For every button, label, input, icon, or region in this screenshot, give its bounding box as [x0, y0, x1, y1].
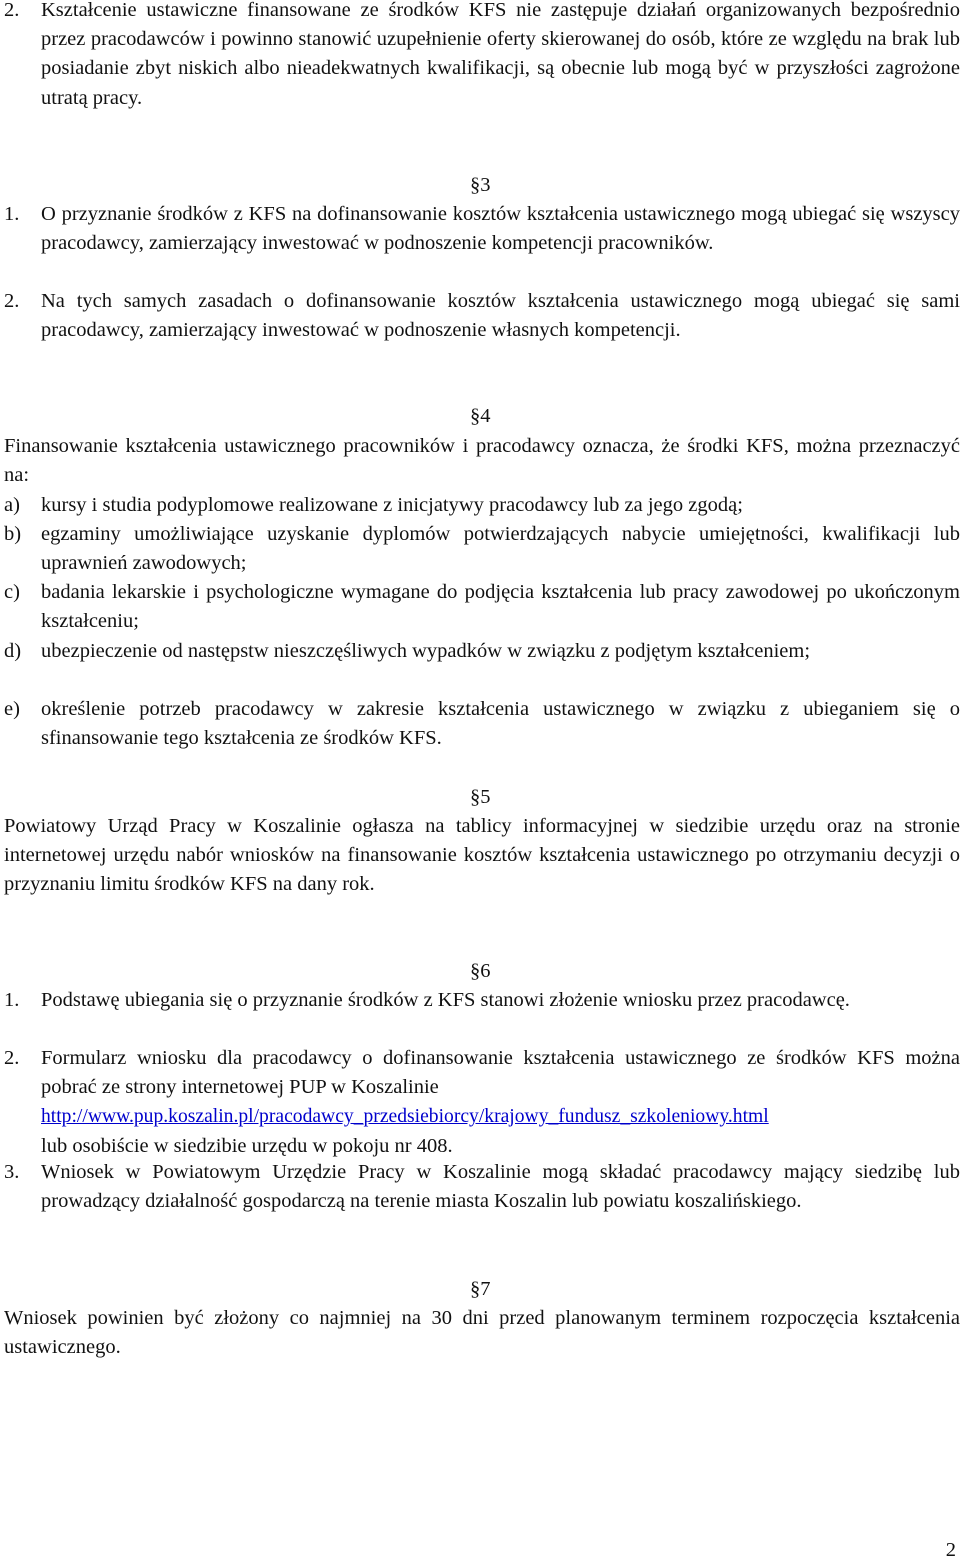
section-5-heading: §5	[470, 786, 491, 808]
section-4-item-d	[4, 637, 960, 666]
item-text: O przyznanie środków z KFS na dofinansowanie kosztów kształcenia ustawicznego mogą ubiegać się wszyscy pracodawcy, zamierzający inwestować w podnoszenie kompetencji pracowników.	[41, 203, 960, 255]
section-4-item-c	[4, 578, 960, 636]
item-text: Na tych samych zasadach o dofinansowanie kosztów kształcenia ustawicznego mogą ubiegać się sami pracodawcy, zamierzający inwestować w podnoszenie własnych kompetencji.	[41, 290, 960, 342]
item-text: Kształcenie ustawiczne finansowane ze środków KFS nie zastępuje działań organizowanych bezpośrednio przez pracodawców i powinno stanowić uzupełnienie oferty skierowanej do osób, które ze względu na brak lub posiadanie zbyt niskich albo nieadekwatnych kwalifikacji, są obecnie lub mogą być w przyszłości zagrożone utratą pracy.	[41, 0, 960, 109]
section-4-item-e	[4, 695, 960, 753]
section-4-intro: Finansowanie kształcenia ustawicznego pracowników i pracodawcy oznacza, że środki KFS, można przeznaczyć na:	[4, 435, 960, 487]
item-text: ubezpieczenie od następstw nieszczęśliwych wypadków w związku z podjętym kształceniem;	[41, 640, 811, 662]
kfs-form-link[interactable]: http://www.pup.koszalin.pl/pracodawcy_przedsiebiorcy/krajowy_fundusz_szkoleniowy.html	[41, 1106, 769, 1128]
section-7-text: Wniosek powinien być złożony co najmniej na 30 dni przed planowanym terminem rozpoczęcia kształcenia ustawicznego.	[4, 1307, 960, 1359]
section-5-text: Powiatowy Urząd Pracy w Koszalinie ogłasza na tablicy informacyjnej w siedzibie urzędu oraz na stronie internetowej urzędu nabór wniosków na finansowanie kosztów kształcenia ustawicznego po otrzymaniu decyzji o przyznaniu limitu środków KFS na dany rok.	[4, 815, 960, 896]
section-6-heading: §6	[470, 960, 491, 982]
item-number: 2.	[4, 0, 20, 21]
item-text-after-link: lub osobiście w siedzibie urzędu w pokoju nr 408.	[41, 1134, 453, 1157]
item-letter: e)	[4, 698, 20, 720]
item-text: Wniosek w Powiatowym Urzędzie Pracy w Koszalinie mogą składać pracodawcy mający siedzibę lub prowadzący działalność gospodarczą na terenie miasta Koszalin lub powiatu koszalińskiego.	[41, 1161, 960, 1213]
section-6-item-2	[4, 1044, 960, 1161]
section-7-heading: §7	[470, 1278, 491, 1300]
item-number: 3.	[4, 1161, 20, 1183]
section-6-item-1	[4, 986, 960, 1015]
intro-item-2	[4, 0, 960, 113]
section-4-heading: §4	[470, 405, 491, 427]
section-6-item-3	[4, 1158, 960, 1216]
item-text: Podstawę ubiegania się o przyznanie środków z KFS stanowi złożenie wniosku przez pracodawcę.	[41, 989, 850, 1011]
section-4-item-b	[4, 520, 960, 578]
section-4-item-a	[4, 491, 960, 520]
item-number: 2.	[4, 1047, 20, 1069]
section-3-item-1	[4, 200, 960, 258]
item-text: badania lekarskie i psychologiczne wymagane do podjęcia kształcenia lub pracy zawodowej po ukończonym kształceniu;	[41, 581, 960, 633]
section-3-item-2	[4, 287, 960, 345]
item-number: 1.	[4, 203, 20, 225]
item-number: 1.	[4, 989, 20, 1011]
item-letter: a)	[4, 494, 20, 516]
item-letter: b)	[4, 523, 22, 545]
item-letter: d)	[4, 640, 22, 662]
item-text: egzaminy umożliwiające uzyskanie dyplomów potwierdzających nabycie umiejętności, kwalifikacji lub uprawnień zawodowych;	[41, 523, 960, 575]
item-text: Formularz wniosku dla pracodawcy o dofinansowanie kształcenia ustawicznego ze środków KFS można pobrać ze strony internetowej PUP w Koszalinie	[41, 1047, 960, 1099]
item-letter: c)	[4, 581, 20, 603]
item-text: określenie potrzeb pracodawcy w zakresie kształcenia ustawicznego w związku z ubieganiem się o sfinansowanie tego kształcenia ze środków KFS.	[41, 698, 960, 750]
item-text: kursy i studia podyplomowe realizowane z inicjatywy pracodawcy lub za jego zgodą;	[41, 494, 743, 516]
item-number: 2.	[4, 290, 20, 312]
page-number: 2	[945, 1539, 956, 1561]
section-3-heading: §3	[470, 174, 491, 196]
